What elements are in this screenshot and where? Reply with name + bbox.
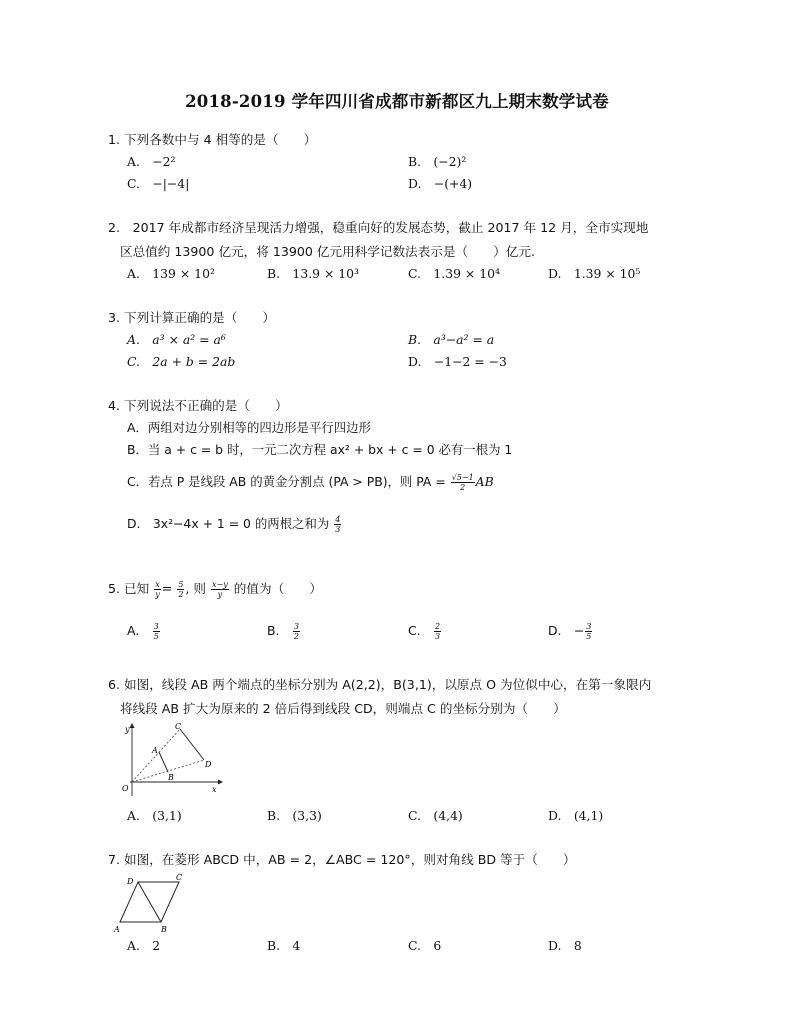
q6-stem-line2: 将线段 AB 扩大为原来的 2 倍后得到线段 CD，则端点 C 的坐标分别为（ ） (120, 701, 566, 716)
q2-option-d: D. 1.39 × 10⁵ (548, 266, 641, 281)
q6-fig-label-x: x (212, 785, 217, 794)
q5-stem-mid: , 则 (185, 581, 207, 596)
q1-option-c: C. −|−4| (127, 176, 190, 191)
q5-option-c: C. $\frac{2}{3}$ (408, 622, 441, 641)
q1-stem: 1. 下列各数中与 4 相等的是（ ） (108, 132, 317, 147)
q6-option-b: B. (3,3) (267, 808, 322, 823)
q7-option-c: C. 6 (408, 938, 442, 953)
q5-option-b: B. $\frac{3}{2}$ (267, 622, 299, 641)
q3-option-b: B. a³−a² = a (408, 332, 495, 347)
q4-option-d (127, 515, 342, 534)
q5-equals: = (161, 581, 173, 596)
page-title: 2018-2019 学年四川省成都市新都区九上期末数学试卷 (185, 92, 609, 111)
q2-stem-line2: 区总值约 13900 亿元，将 13900 亿元用科学记数法表示是（ ）亿元. (120, 244, 535, 259)
q7-option-d: D. 8 (548, 938, 582, 953)
q5-stem (108, 580, 322, 599)
q7-fig-label-c: C (176, 873, 183, 882)
q7-rhombus-figure (112, 870, 192, 934)
q3-option-d: D. −1−2 = −3 (408, 354, 507, 369)
q4-option-a: A．两组对边分别相等的四边形是平行四边形 (127, 420, 371, 435)
q2-stem-line1: 2. 2017 年成都市经济呈现活力增强，稳重向好的发展态势，截止 2017 年 12 月，全市实现地 (108, 220, 649, 235)
q1-option-b: B. (−2)² (408, 154, 467, 169)
q6-fig-label-a: A (152, 746, 158, 755)
q5-fraction-5-over-2: $\frac{5}{2}$ (178, 580, 184, 599)
q4-option-b: B．当 a + c = b 时，一元二次方程 ax² + bx + c = 0 必有一根为 1 (127, 442, 513, 457)
q6-fig-label-o: O (122, 784, 129, 793)
q3-option-a: A. a³ × a² = a⁶ (127, 332, 226, 347)
q5-stem-suffix: 的值为（ ） (233, 581, 322, 596)
q2-option-b: B. 13.9 × 10³ (267, 266, 360, 281)
q4-option-c-text: C．若点 P 是线段 AB 的黄金分割点 (PA > PB)，则 PA = (127, 474, 446, 489)
q4-option-c (127, 473, 494, 492)
q4-option-c-tail: AB (475, 474, 494, 489)
q6-fig-label-y: y (125, 725, 130, 734)
q7-fig-label-a: A (114, 925, 120, 934)
q5-fraction-x-over-y: $\frac{x}{y}$ (155, 580, 160, 599)
q7-stem: 7. 如图，在菱形 ABCD 中，AB = 2，∠ABC = 120°，则对角线 BD 等于（ ） (108, 852, 576, 867)
q2-option-c: C. 1.39 × 10⁴ (408, 266, 500, 281)
q2-option-a: A. 139 × 10² (127, 266, 215, 281)
q7-fig-label-d: D (127, 877, 134, 886)
q5-stem-prefix: 5. 已知 (108, 581, 150, 596)
q6-fig-label-c: C (175, 722, 182, 731)
q5-option-a: A. $\frac{3}{5}$ (127, 622, 159, 641)
q6-option-c: C. (4,4) (408, 808, 463, 823)
q7-option-b: B. 4 (267, 938, 301, 953)
q7-option-a: A. 2 (127, 938, 161, 953)
q6-coordinate-figure (112, 720, 224, 800)
q6-option-a: A. (3,1) (127, 808, 182, 823)
q5-option-d: D. − $\frac{3}{5}$ (548, 622, 592, 641)
q4-option-c-fraction: $\frac{√5-1}{2}$ (451, 473, 474, 492)
q4-stem: 4. 下列说法不正确的是（ ） (108, 398, 288, 413)
q3-option-c: C. 2a + b = 2ab (127, 354, 236, 369)
q6-fig-label-b: B (168, 773, 174, 782)
q3-stem: 3. 下列计算正确的是（ ） (108, 310, 276, 325)
q4-option-d-text: D. 3x²−4x + 1 = 0 的两根之和为 (127, 516, 330, 531)
q4-option-d-fraction: $\frac{4}{3}$ (335, 515, 341, 534)
q6-stem-line1: 6. 如图，线段 AB 两个端点的坐标分别为 A(2,2)，B(3,1)，以原点 O 为位似中心，在第一象限内 (108, 677, 652, 692)
q6-fig-label-d: D (205, 760, 212, 769)
q5-fraction-target: $\frac{x-y}{y}$ (212, 580, 228, 599)
q1-option-d: D. −(+4) (408, 176, 473, 191)
q1-option-a: A. −2² (127, 154, 176, 169)
q7-fig-label-b: B (161, 925, 167, 934)
q6-option-d: D. (4,1) (548, 808, 604, 823)
